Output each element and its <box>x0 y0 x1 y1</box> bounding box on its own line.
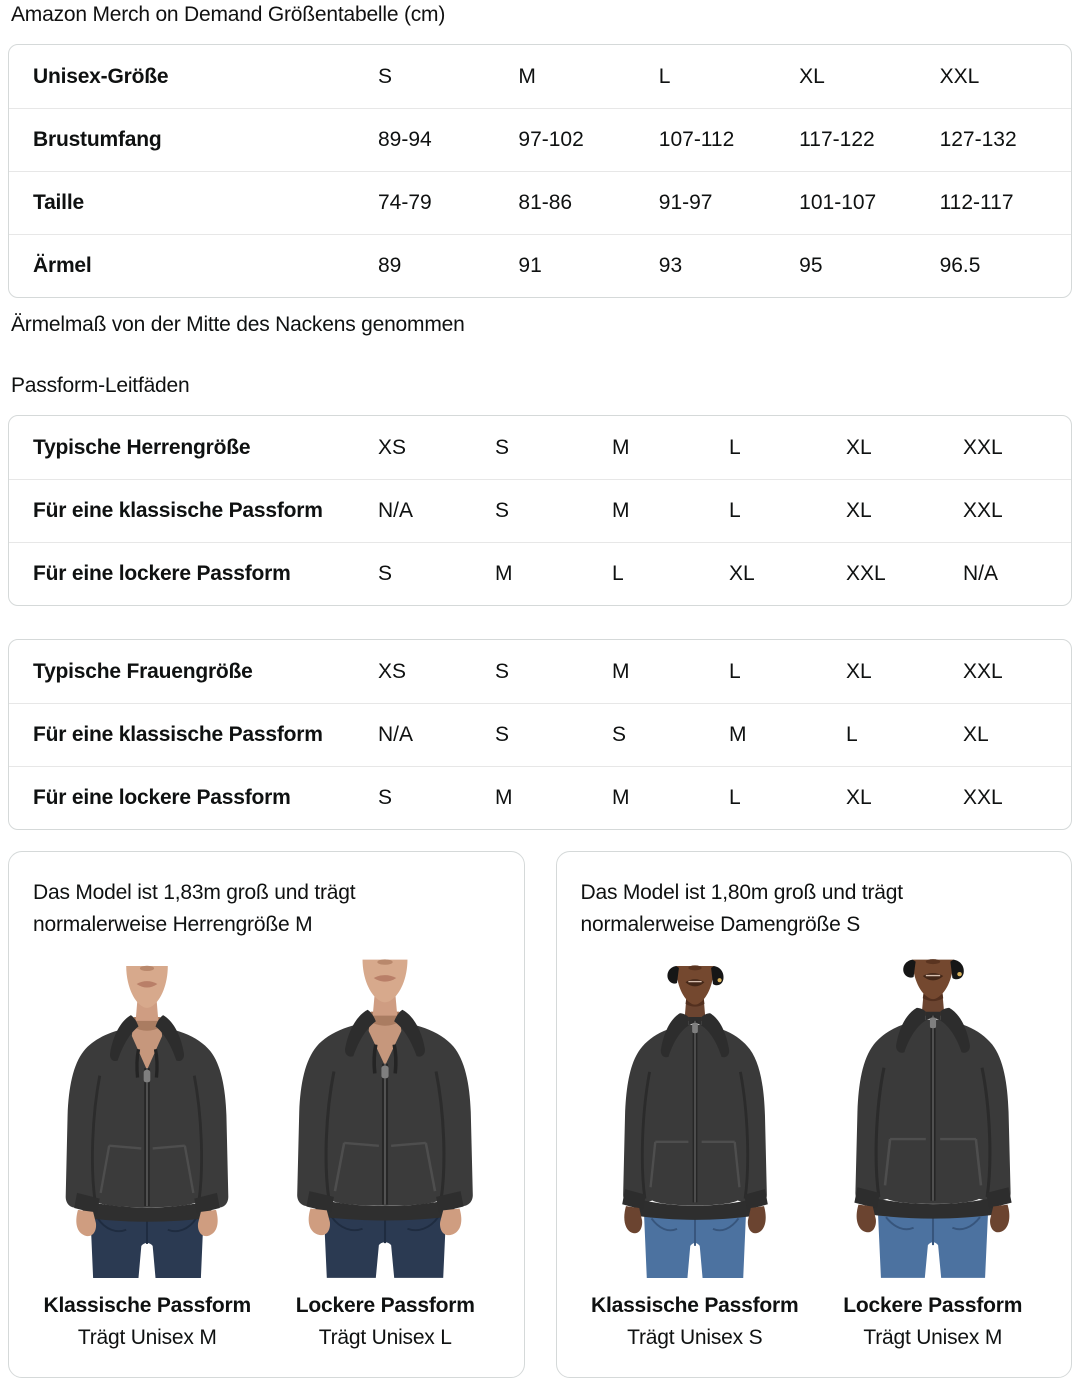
model-photo-male-classic <box>43 961 251 1283</box>
size-cell: L <box>720 479 837 542</box>
size-cell: XL <box>846 659 872 683</box>
size-cell: 107-112 <box>650 108 790 171</box>
row-label: Für eine lockere Passform <box>9 542 369 605</box>
fit-guide-table-men <box>8 415 1072 606</box>
size-cell: S <box>369 542 486 605</box>
row-label: Ärmel <box>9 234 369 297</box>
figure-caption <box>278 1294 492 1350</box>
size-cell: 112-117 <box>931 171 1071 234</box>
size-cell: S <box>486 479 603 542</box>
row-label: Typische Herrengröße <box>33 435 251 459</box>
sleeve-measurement-note: Ärmelmaß von der Mitte des Nackens genommen <box>11 313 465 336</box>
size-cell: S <box>369 766 486 829</box>
size-cell: L <box>720 766 837 829</box>
size-chart-page <box>0 3 1080 1378</box>
size-cell: 89 <box>369 234 509 297</box>
table-row <box>9 171 1071 234</box>
size-cell: XXL <box>837 542 954 605</box>
fit-caption: Lockere Passform <box>295 1294 475 1317</box>
table-row <box>9 542 1071 605</box>
model-card-men <box>8 851 525 1378</box>
size-cell: 89-94 <box>369 108 509 171</box>
figures-row <box>581 961 1048 1350</box>
size-cell: XL <box>837 479 954 542</box>
fit-caption: Klassische Passform <box>43 1294 251 1317</box>
figure-caption <box>588 1294 802 1350</box>
table-row <box>9 640 1071 703</box>
size-cell: XXL <box>963 435 1003 459</box>
size-cell: L <box>729 659 741 683</box>
size-cell: N/A <box>369 479 486 542</box>
table-row <box>9 108 1071 171</box>
size-cell: L <box>837 703 954 766</box>
size-cell: M <box>603 479 720 542</box>
size-cell: 127-132 <box>931 108 1071 171</box>
fit-caption: Klassische Passform <box>591 1294 799 1317</box>
size-caption: Trägt Unisex M <box>863 1326 1003 1349</box>
size-cell: XL <box>720 542 837 605</box>
size-cell: 95 <box>790 234 930 297</box>
size-cell: 96.5 <box>931 234 1071 297</box>
row-label: Brustumfang <box>9 108 369 171</box>
size-cell: M <box>603 766 720 829</box>
fit-guide-table-women <box>8 639 1072 830</box>
model-photo-male-loose <box>273 955 498 1283</box>
size-cell: XL <box>954 703 1071 766</box>
fit-guides-heading: Passform-Leitfäden <box>11 374 190 397</box>
size-cell: XL <box>799 64 825 88</box>
row-label: Für eine klassische Passform <box>9 703 369 766</box>
table-row <box>9 416 1071 479</box>
figure-caption <box>40 1294 254 1350</box>
figure-classic-fit <box>588 961 802 1350</box>
model-description: Das Model ist 1,80m groß und trägt normalerweise Damengröße S <box>580 881 903 936</box>
size-cell: M <box>518 64 536 88</box>
size-cell: M <box>486 542 603 605</box>
size-cell: M <box>720 703 837 766</box>
size-cell: 91 <box>509 234 649 297</box>
model-cards-row <box>8 851 1072 1378</box>
size-caption: Trägt Unisex S <box>627 1326 763 1349</box>
figure-loose-fit <box>278 961 492 1350</box>
size-cell: S <box>378 64 393 88</box>
model-card-women <box>556 851 1073 1378</box>
table-row <box>9 234 1071 297</box>
size-cell: 97-102 <box>509 108 649 171</box>
size-cell: 74-79 <box>369 171 509 234</box>
size-cell: S <box>495 435 510 459</box>
size-cell: 101-107 <box>790 171 930 234</box>
figure-loose-fit <box>826 961 1040 1350</box>
model-description: Das Model ist 1,83m groß und trägt normalerweise Herrengröße M <box>33 881 356 936</box>
size-cell: L <box>658 64 671 88</box>
table-row <box>9 45 1071 108</box>
size-cell: XS <box>378 435 407 459</box>
model-photo-female-classic <box>591 961 799 1283</box>
fit-caption: Lockere Passform <box>843 1294 1023 1317</box>
size-cell: N/A <box>954 542 1071 605</box>
size-cell: XL <box>846 435 872 459</box>
size-cell: M <box>612 659 630 683</box>
size-cell: XXL <box>939 64 980 88</box>
size-caption: Trägt Unisex M <box>77 1326 217 1349</box>
size-cell: M <box>486 766 603 829</box>
size-cell: XXL <box>954 766 1071 829</box>
size-cell: M <box>612 435 630 459</box>
size-cell: 93 <box>650 234 790 297</box>
size-cell: 91-97 <box>650 171 790 234</box>
figure-classic-fit <box>40 961 254 1350</box>
row-label: Für eine lockere Passform <box>9 766 369 829</box>
figures-row <box>33 961 500 1350</box>
size-caption: Trägt Unisex L <box>318 1326 452 1349</box>
model-photo-female-loose <box>820 955 1045 1283</box>
row-label: Taille <box>9 171 369 234</box>
row-label: Unisex-Größe <box>33 64 169 88</box>
size-cell: 117-122 <box>790 108 930 171</box>
figure-caption <box>826 1294 1040 1350</box>
page-title: Amazon Merch on Demand Größentabelle (cm) <box>11 3 446 26</box>
row-label: Typische Frauengröße <box>33 659 253 683</box>
size-cell: XXL <box>954 479 1071 542</box>
table-row <box>9 479 1071 542</box>
size-chart-table <box>8 44 1072 298</box>
row-label: Für eine klassische Passform <box>9 479 369 542</box>
table-row <box>9 766 1071 829</box>
size-cell: 81-86 <box>509 171 649 234</box>
size-cell: N/A <box>369 703 486 766</box>
size-cell: L <box>603 542 720 605</box>
size-cell: S <box>495 659 510 683</box>
size-cell: S <box>486 703 603 766</box>
size-cell: XL <box>837 766 954 829</box>
size-cell: L <box>729 435 741 459</box>
size-cell: S <box>603 703 720 766</box>
size-cell: XXL <box>963 659 1003 683</box>
size-cell: XS <box>378 659 407 683</box>
table-row <box>9 703 1071 766</box>
